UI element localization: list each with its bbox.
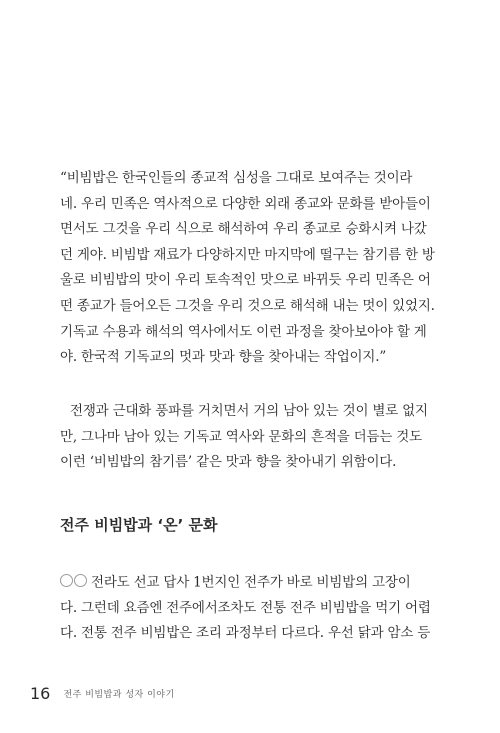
paragraph-line: 다. 그런데 요즘엔 전주에서조차도 전통 전주 비빔밥을 먹기 어렵: [60, 599, 431, 616]
quote-line: 네. 우리 민족은 역사적으로 다양한 외래 종교와 문화를 받아들이: [60, 195, 431, 212]
quote-line: 떤 종교가 들어오든 그것을 우리 것으로 해석해 내는 멋이 있었지.: [60, 297, 435, 314]
quote-line: 야. 한국적 기독교의 멋과 맛과 향을 찾아내는 작업이지.”: [60, 349, 387, 366]
circle-ornament-icon: [60, 570, 88, 596]
page-footer: [30, 683, 175, 703]
section-heading: 전주 비빔밥과 ‘온’ 문화: [60, 516, 218, 534]
page-number: 16: [30, 684, 51, 703]
paragraph-line: 이런 ‘비빔밥의 참기름’ 같은 맛과 향을 찾아내기 위함이다.: [60, 454, 397, 471]
body-paragraph: [60, 399, 450, 476]
quote-line: 울로 비빔밥의 맛이 우리 토속적인 맛으로 바뀌듯 우리 민족은 어: [60, 272, 431, 289]
quote-line: “비빔밥은 한국인들의 종교적 심성을 그대로 보여주는 것이라: [60, 170, 413, 186]
paragraph-line: [60, 570, 450, 596]
paragraph-line: 전쟁과 근대화 풍파를 거치면서 거의 남아 있는 것이 별로 없지: [70, 403, 428, 419]
quote-line: 기독교 수용과 해석의 역사에서도 이런 과정을 찾아보아야 할 게: [60, 323, 427, 340]
paragraph-line: 만, 그나마 남아 있는 기독교 역사와 문화의 흔적을 더듬는 것도: [60, 428, 422, 445]
paragraph-line: 다. 전통 전주 비빔밥은 조리 과정부터 다르다. 우선 닭과 암소 등: [60, 625, 431, 642]
quote-line: 면서도 그것을 우리 식으로 해석하여 우리 종교로 승화시켜 나갔: [60, 221, 427, 238]
running-head: 전주 비빔밥과 성자 이야기: [63, 690, 175, 700]
body-paragraph: [60, 570, 450, 647]
paragraph-first-text: 전라도 선교 답사 1번지인 전주가 바로 비빔밥의 고장이: [91, 574, 411, 591]
quote-paragraph: [60, 166, 450, 371]
quote-line: 던 게야. 비빔밥 재료가 다양하지만 마지막에 떨구는 참기름 한 방: [60, 246, 435, 263]
